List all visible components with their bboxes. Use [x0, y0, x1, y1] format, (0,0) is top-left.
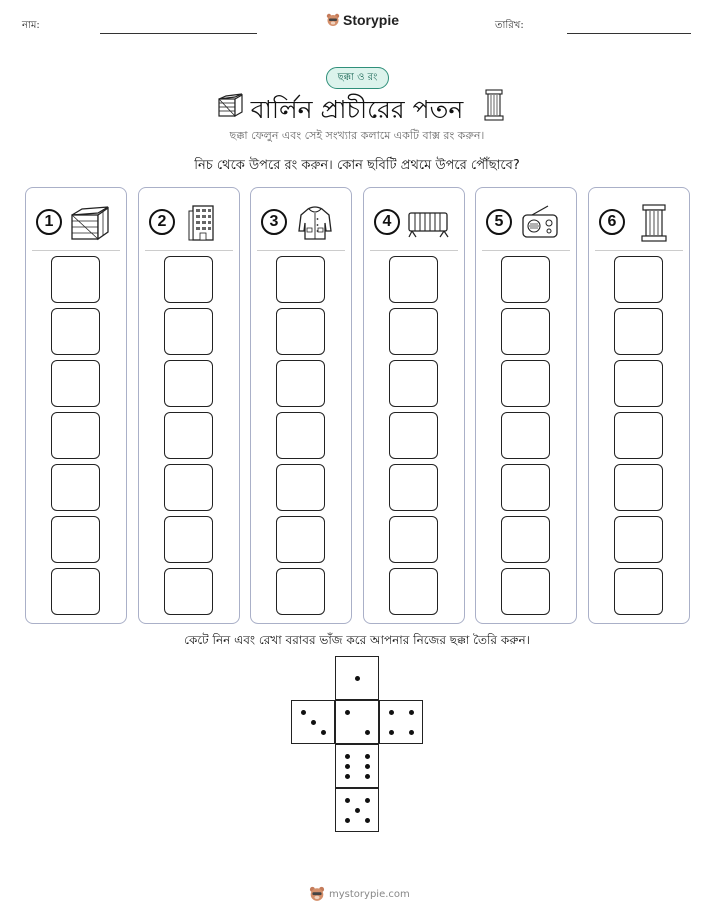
color-box[interactable] — [164, 568, 213, 615]
color-box[interactable] — [389, 256, 438, 303]
footer-url[interactable]: mystorypie.com — [329, 888, 410, 900]
column-4 — [363, 187, 465, 624]
color-box[interactable] — [164, 464, 213, 511]
die-pip — [365, 818, 370, 823]
color-box[interactable] — [276, 568, 325, 615]
color-box[interactable] — [501, 256, 550, 303]
column-6 — [588, 187, 690, 624]
color-box[interactable] — [501, 568, 550, 615]
instructions-text: ছক্কা ফেলুন এবং সেই সংখ্যার কলামে একটি বাক্স রং করুন। — [229, 129, 485, 142]
die-pip — [365, 764, 370, 769]
color-box[interactable] — [164, 256, 213, 303]
die-pip — [345, 764, 350, 769]
die-face-1 — [335, 656, 379, 700]
color-box[interactable] — [501, 308, 550, 355]
column-number: 2 — [149, 209, 175, 235]
column-3 — [250, 187, 352, 624]
bear-icon — [309, 886, 325, 902]
color-box[interactable] — [276, 412, 325, 459]
color-box[interactable] — [389, 464, 438, 511]
die-pip — [345, 754, 350, 759]
color-box[interactable] — [51, 360, 100, 407]
die-pip — [311, 720, 316, 725]
die-pip — [355, 676, 360, 681]
color-box[interactable] — [389, 568, 438, 615]
column-number: 1 — [36, 209, 62, 235]
color-box[interactable] — [51, 516, 100, 563]
die-pip — [409, 730, 414, 735]
column-5 — [475, 187, 577, 624]
winter-coat-icon — [293, 203, 337, 243]
color-box[interactable] — [51, 568, 100, 615]
date-label: তারিখ: — [495, 20, 524, 31]
color-box[interactable] — [51, 308, 100, 355]
die-pip — [409, 710, 414, 715]
wooden-crate-icon — [68, 203, 112, 243]
column-number: 3 — [261, 209, 287, 235]
column-number: 5 — [486, 209, 512, 235]
die-pip — [345, 710, 350, 715]
color-box[interactable] — [276, 516, 325, 563]
storypie-logo — [326, 12, 399, 28]
color-box[interactable] — [51, 256, 100, 303]
stone-pillar-icon — [484, 89, 504, 121]
die-pip — [345, 818, 350, 823]
logo-text: Storypie — [343, 12, 400, 28]
column-1 — [25, 187, 127, 624]
die-face-6 — [335, 744, 379, 788]
die-face-3 — [291, 700, 335, 744]
color-box[interactable] — [389, 516, 438, 563]
name-label: নাম: — [22, 20, 40, 31]
color-box[interactable] — [614, 256, 663, 303]
date-line[interactable] — [567, 33, 691, 34]
color-box[interactable] — [164, 308, 213, 355]
color-box[interactable] — [276, 308, 325, 355]
column-number: 4 — [374, 209, 400, 235]
die-face-5 — [335, 788, 379, 832]
cut-fold-instruction: কেটে নিন এবং রেখা বরাবর ভাঁজ করে আপনার নিজের ছক্কা তৈরি করুন। — [184, 633, 530, 647]
die-pip — [365, 754, 370, 759]
die-face-4 — [379, 700, 423, 744]
color-box[interactable] — [276, 256, 325, 303]
apartment-building-icon — [181, 203, 225, 243]
die-pip — [355, 808, 360, 813]
color-box[interactable] — [276, 360, 325, 407]
color-box[interactable] — [389, 308, 438, 355]
metal-barrier-icon — [406, 203, 450, 243]
column-number: 6 — [599, 209, 625, 235]
footer — [309, 886, 410, 902]
die-pip — [301, 710, 306, 715]
color-box[interactable] — [164, 516, 213, 563]
die-pip — [365, 798, 370, 803]
color-box[interactable] — [614, 516, 663, 563]
die-pip — [389, 730, 394, 735]
column-2 — [138, 187, 240, 624]
color-box[interactable] — [501, 516, 550, 563]
color-box[interactable] — [389, 360, 438, 407]
color-box[interactable] — [614, 308, 663, 355]
color-box[interactable] — [614, 568, 663, 615]
color-box[interactable] — [164, 412, 213, 459]
stone-pillar-icon — [631, 203, 675, 243]
page-title: বার্লিন প্রাচীরের পতন — [250, 95, 464, 124]
color-box[interactable] — [614, 360, 663, 407]
color-box[interactable] — [614, 464, 663, 511]
die-pip — [321, 730, 326, 735]
die-face-2 — [335, 700, 379, 744]
die-pip — [345, 774, 350, 779]
die-pip — [345, 798, 350, 803]
question-text: নিচ থেকে উপরে রং করুন। কোন ছবিটি প্রথমে উপরে পৌঁছাবে? — [194, 158, 520, 173]
die-pip — [365, 730, 370, 735]
die-pip — [389, 710, 394, 715]
color-box[interactable] — [501, 464, 550, 511]
color-box[interactable] — [276, 464, 325, 511]
color-box[interactable] — [389, 412, 438, 459]
name-line[interactable] — [100, 33, 257, 34]
color-box[interactable] — [51, 464, 100, 511]
color-box[interactable] — [501, 412, 550, 459]
color-box[interactable] — [501, 360, 550, 407]
color-box[interactable] — [51, 412, 100, 459]
radio-icon — [518, 203, 562, 243]
color-box[interactable] — [164, 360, 213, 407]
category-badge: ছক্কা ও রং — [326, 67, 389, 89]
color-box[interactable] — [614, 412, 663, 459]
die-pip — [365, 774, 370, 779]
bear-icon — [326, 13, 340, 27]
